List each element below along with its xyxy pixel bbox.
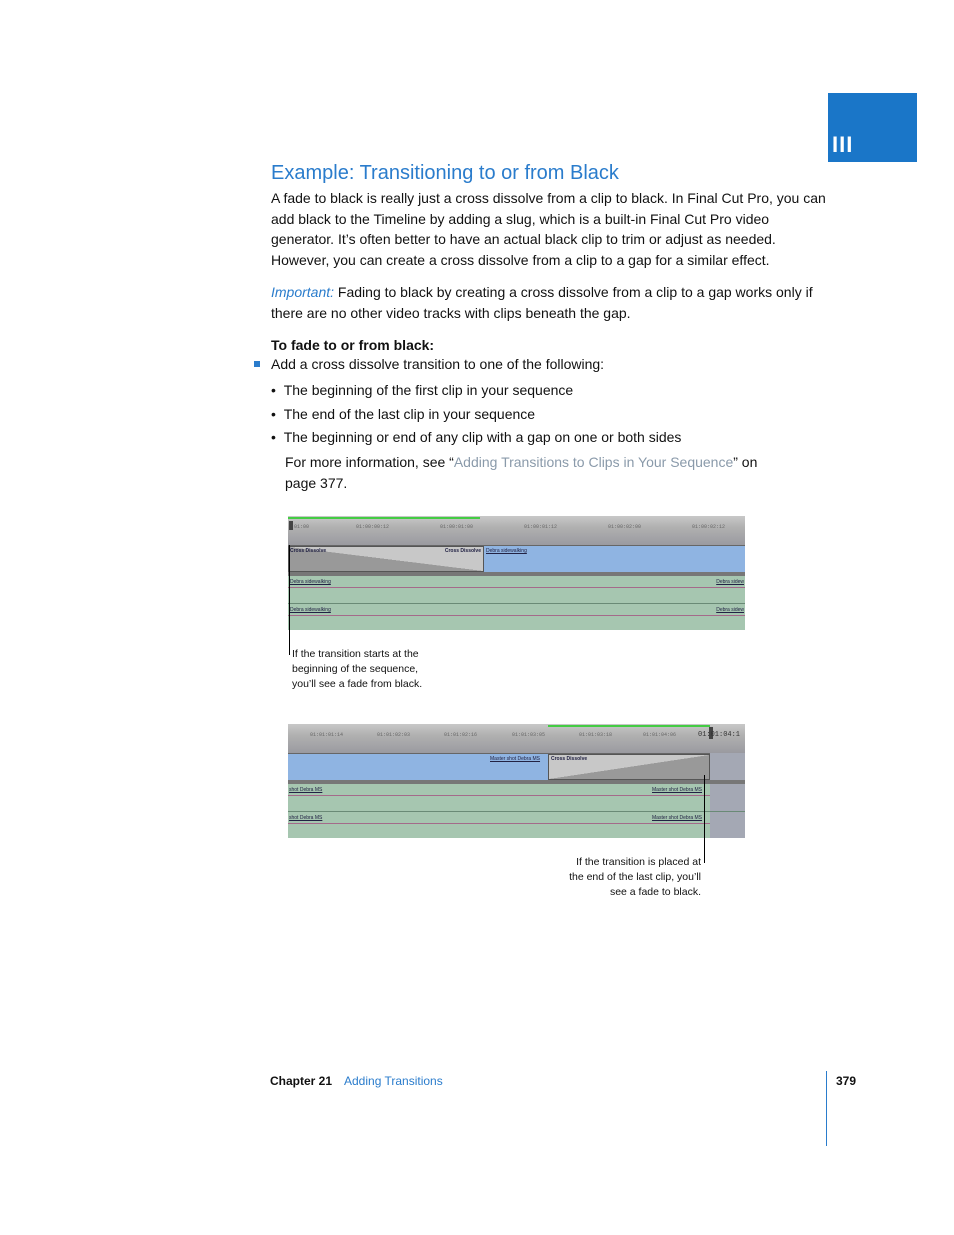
tick-label: 01:01:02:16: [444, 732, 478, 738]
empty-gap: [710, 753, 745, 838]
audio-clip-label[interactable]: Master shot Debra MS: [652, 815, 703, 821]
option-item: • The beginning of the first clip in your sequence: [271, 382, 574, 398]
track-divider: [288, 780, 745, 784]
option-item: • The beginning or end of any clip with a gap on one or both sides: [271, 429, 682, 445]
chapter-tab: [828, 93, 917, 162]
callout-line: [704, 775, 705, 863]
timeline-figure-fade-to-black: [288, 724, 745, 838]
audio-clip-label[interactable]: Debra sidew: [716, 607, 744, 613]
section-title: Example: Transitioning to or from Black: [271, 162, 619, 184]
bullet-square-icon: [254, 361, 260, 367]
important-note: [271, 282, 826, 323]
footer-chapter: Chapter 21: [270, 1074, 333, 1088]
audio-level-line: [288, 587, 745, 588]
audio-level-line: [288, 823, 710, 824]
important-text: Fading to black by creating a cross dissolve from a clip to a gap works only if there are no other video tracks with clips beneath the gap.: [271, 284, 813, 321]
more-info-suffix: ” on page 377.: [285, 454, 758, 491]
transition-label: Cross Dissolve: [290, 548, 327, 554]
cross-dissolve-transition[interactable]: [288, 546, 484, 572]
timeline-figure-fade-from-black: [288, 516, 745, 630]
chapter-number: III: [832, 132, 854, 157]
tick-label: 01:01:01:14: [310, 732, 344, 738]
transition-label: Cross Dissolve: [444, 548, 481, 554]
option-text: The beginning of the first clip in your sequence: [283, 382, 574, 398]
cross-reference-link[interactable]: Adding Transitions to Clips in Your Sequence: [453, 454, 734, 470]
important-label: Important:: [271, 284, 335, 300]
more-info: [285, 452, 775, 493]
video-clip-label[interactable]: Master shot Debra MS: [490, 756, 541, 762]
audio-clip-label[interactable]: Debra sidewalking: [290, 607, 331, 613]
audio-clip-label[interactable]: shot Debra MS: [289, 787, 323, 793]
tick-label: 01:00:00:12: [356, 524, 390, 530]
audio-level-line: [288, 795, 710, 796]
audio-level-line: [288, 615, 745, 616]
procedure-heading: To fade to or from black:: [271, 337, 435, 353]
tick-label: 01:01:04:06: [643, 732, 677, 738]
footer-divider: [826, 1071, 827, 1146]
render-bar: [288, 517, 480, 519]
page-number: 379: [836, 1074, 857, 1088]
cross-dissolve-transition[interactable]: [548, 754, 710, 780]
tick-label: 01:01:02:03: [377, 732, 411, 738]
more-info-prefix: For more information, see “: [285, 454, 454, 470]
timeline-ruler: [288, 724, 745, 753]
option-item: • The end of the last clip in your sequence: [271, 406, 536, 422]
tick-label: 01:00:01:12: [524, 524, 558, 530]
track-divider: [288, 603, 745, 604]
figure1-caption: If the transition starts at the beginning of the sequence, you’ll see a fade from black.: [292, 648, 423, 690]
option-text: The end of the last clip in your sequence: [283, 406, 536, 422]
transition-label: Cross Dissolve: [551, 756, 588, 762]
audio-clip-label[interactable]: Master shot Debra MS: [652, 787, 703, 793]
tick-label: 01:00:02:00: [608, 524, 642, 530]
audio-clip-label[interactable]: Debra sidew: [716, 579, 744, 585]
timeline-ruler: [288, 516, 745, 545]
footer-chapter-title[interactable]: Adding Transitions: [344, 1074, 443, 1088]
playhead[interactable]: [289, 521, 293, 530]
tick-label: 01:01:03:05: [512, 732, 546, 738]
tick-label: 01:00:02:12: [692, 524, 726, 530]
audio-clip-label[interactable]: shot Debra MS: [289, 815, 323, 821]
tick-label: 01:00: [294, 524, 310, 530]
track-divider: [288, 811, 745, 812]
tick-label: 01:01:04:1: [698, 731, 741, 739]
tick-label: 01:00:01:00: [440, 524, 474, 530]
track-divider: [288, 572, 745, 576]
audio-clip-label[interactable]: Debra sidewalking: [290, 579, 331, 585]
callout-line: [289, 545, 290, 655]
option-text: The beginning or end of any clip with a gap on one or both sides: [283, 429, 682, 445]
figure2-caption: If the transition is placed at the end of the last clip, you’ll see a fade to black.: [569, 856, 701, 898]
video-clip-label[interactable]: Debra sidewalking: [486, 548, 527, 554]
intro-paragraph: A fade to black is really just a cross dissolve from a clip to black. In Final Cut Pro, you can add black to the Timeline by adding a slug, which is a built-in Final Cut Pro video generator. It’s often better to have an actual black clip to trim or adjust as needed. However, you can create a cross dissolve from a clip to a gap for a similar effect.: [271, 190, 826, 268]
render-bar: [548, 725, 710, 727]
tick-label: 01:01:03:18: [579, 732, 613, 738]
step-text: Add a cross dissolve transition to one of the following:: [271, 356, 605, 372]
